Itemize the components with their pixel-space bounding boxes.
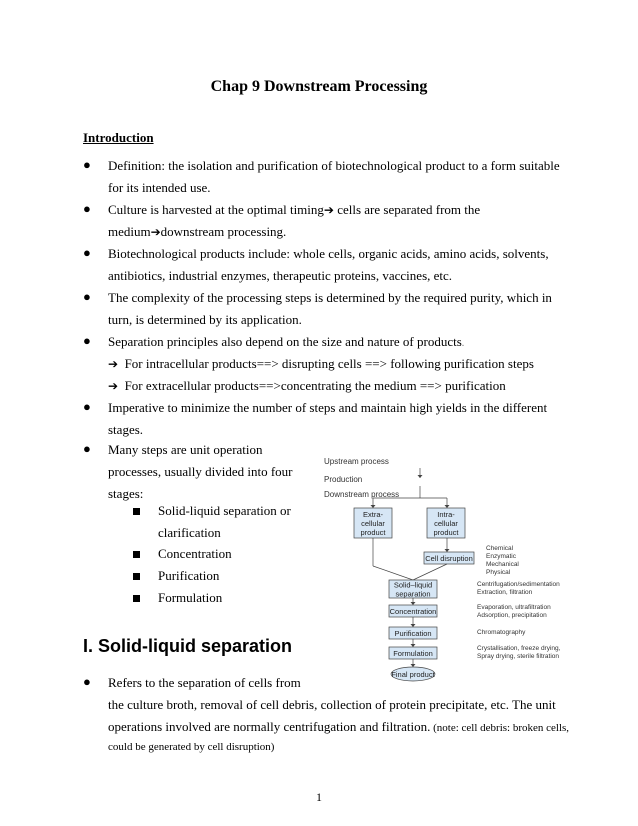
item-3-line-1: Biotechnological products include: whole cells, organic acids, amino acids, solvents,	[108, 246, 549, 261]
bullet-icon: ●	[83, 674, 91, 689]
item-4-line-2: turn, is determined by its application.	[108, 312, 302, 327]
bullet-icon: ●	[83, 201, 91, 216]
disruption-method: Mechanical	[486, 561, 519, 568]
extra-to-sl	[373, 566, 413, 580]
cell-disruption-box-label: Cell disruption	[425, 554, 473, 563]
arrow-to-concentration-head	[411, 602, 416, 605]
stage-4: Formulation	[158, 590, 223, 605]
section-note: (note: cell debris: broken cells,	[430, 722, 570, 734]
bullet-icon: ●	[83, 333, 91, 348]
extracellular-box-label: Extra-	[362, 510, 384, 519]
intracellular-box-label: Intra-	[437, 510, 455, 519]
solid-liquid-method: Extraction, filtration	[477, 589, 533, 596]
bullet-icon: ●	[83, 441, 91, 456]
bullet-icon: ●	[83, 289, 91, 304]
item-5-text: Separation principles also depend on the size and nature of products	[108, 334, 462, 349]
production-label: Production	[324, 475, 363, 484]
bullet-icon: ●	[83, 245, 91, 260]
item-1-line-2: for its intended use.	[108, 180, 211, 195]
section-line-4: could be generated by cell disruption)	[108, 741, 275, 753]
item-7-line-2: processes, usually divided into four	[108, 464, 293, 479]
concentration-box-label: Concentration	[389, 607, 437, 616]
formulation-box-label: Formulation	[393, 649, 433, 658]
item-3-line-2: antibiotics, industrial enzymes, therapeutic proteins, vaccines, etc.	[108, 268, 453, 283]
item-2-text-d: downstream processing.	[160, 224, 287, 239]
section-heading: I. Solid-liquid separation	[83, 636, 293, 656]
bullet-icon: ●	[83, 399, 91, 414]
bullet-icon: ●	[83, 157, 91, 172]
arrow-upstream-head	[418, 475, 423, 478]
page-number: 1	[316, 790, 322, 804]
item-1-line-1: Definition: the isolation and purification of biotechnological product to a form suitable	[108, 158, 560, 173]
item-2-text-c: medium	[108, 224, 151, 239]
solid-liquid-box-label: Solid–liquid	[393, 580, 433, 590]
concentration-method: Adsorption, precipitation	[477, 612, 547, 619]
section-line-2: the culture broth, removal of cell debris, collection of protein precipitate, etc. The unit	[108, 697, 556, 712]
arrow-icon: ➔	[108, 357, 119, 371]
formulation-method: Spray drying, sterile filtration	[477, 653, 560, 660]
diagram-group	[324, 457, 561, 681]
arrow-icon: ➔	[323, 203, 334, 217]
stage-1-line-1: Solid-liquid separation or	[158, 503, 291, 518]
formulation-method: Crystallisation, freeze drying,	[477, 645, 561, 652]
item-4-line-1: The complexity of the processing steps is determined by the required purity, which in	[108, 290, 552, 305]
extracellular-box-label: cellular	[361, 519, 385, 528]
arrow-line-2-text: For extracellular products==>concentrating the medium ==> purification	[124, 378, 506, 393]
arrow-icon: ➔	[108, 379, 119, 393]
section-line-1: Refers to the separation of cells from	[108, 675, 301, 690]
item-6-line-2: stages.	[108, 422, 144, 437]
item-2-text-b: cells are separated from the	[333, 202, 481, 217]
stage-1-line-2: clarification	[158, 525, 221, 540]
disruption-method: Enzymatic	[486, 553, 516, 560]
arrow-intra-head	[445, 505, 450, 508]
arrow-icon: ➔	[150, 225, 161, 239]
arrow-to-purification-head	[411, 624, 416, 627]
purification-method: Chromatography	[477, 629, 526, 636]
concentration-method: Evaporation, ultrafiltration	[477, 604, 551, 611]
arrow-line-1-text: For intracellular products==> disrupting cells ==> following purification steps	[124, 356, 534, 371]
solid-liquid-method: Centrifugation/sedimentation	[477, 581, 560, 588]
item-7-line-3: stages:	[108, 486, 144, 501]
disruption-method: Chemical	[486, 545, 514, 552]
item-7-line-1: Many steps are unit operation	[108, 442, 263, 457]
item-2-text-a: Culture is harvested at the optimal timing	[108, 202, 324, 217]
stage-2: Concentration	[158, 546, 232, 561]
item-5-period: .	[461, 338, 465, 349]
intro-heading: Introduction	[83, 130, 154, 145]
solid-liquid-box-label: separation	[395, 589, 431, 599]
stage-3: Purification	[158, 568, 220, 583]
upstream-label: Upstream process	[324, 457, 389, 466]
section-line-3-text: operations involved are normally centrifugation and filtration.	[108, 719, 431, 734]
extracellular-box-label: product	[360, 528, 386, 537]
final-product-label: Final product	[391, 670, 435, 679]
arrow-to-final-head	[411, 664, 416, 667]
intracellular-box-label: product	[433, 528, 459, 537]
arrow-extra-head	[371, 505, 376, 508]
disruption-method: Physical	[486, 569, 511, 576]
intracellular-box-label: cellular	[434, 519, 458, 528]
downstream-label: Downstream process	[324, 490, 400, 499]
item-6-line-1: Imperative to minimize the number of steps and maintain high yields in the different	[108, 400, 548, 415]
arrow-to-disruption-head	[445, 549, 450, 552]
purification-box-label: Purification	[394, 629, 432, 638]
page-title: Chap 9 Downstream Processing	[210, 78, 428, 95]
disruption-to-sl	[413, 564, 447, 580]
arrow-to-formulation-head	[411, 644, 416, 647]
